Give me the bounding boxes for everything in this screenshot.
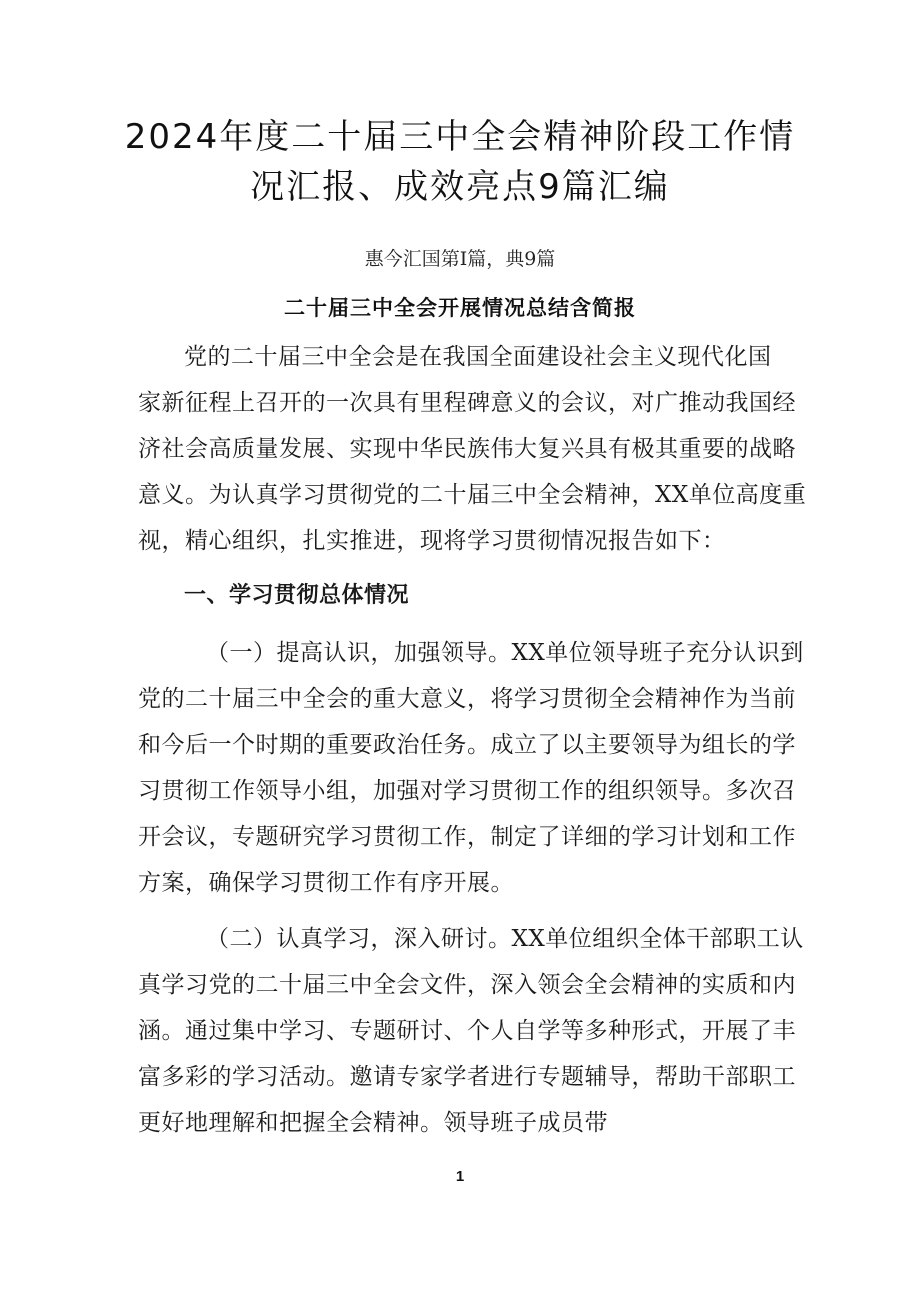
paragraph-line: 富多彩的学习活动。邀请专家学者进行专题辅导，帮助干部职工 — [138, 1064, 796, 1090]
document-title-line-2: 况汇报、成效亮点9篇汇编 — [250, 167, 670, 207]
paragraph-line: 意义。为认真学习贯彻党的二十届三中全会精神，XX单位高度重 — [138, 482, 807, 508]
paragraph-line: 方案，确保学习贯彻工作有序开展。 — [138, 870, 514, 896]
paragraph-line: 和今后一个时期的重要政治任务。成立了以主要领导为组长的学 — [138, 732, 796, 758]
paragraph-line: （二）认真学习，深入研讨。XX单位组织全体干部职工认 — [206, 926, 804, 952]
page-number: 1 — [455, 1168, 465, 1185]
paragraph-line: 涵。通过集中学习、专题研讨、个人自学等多种形式，开展了丰 — [138, 1018, 796, 1044]
section-heading: 一、学习贯彻总体情况 — [184, 583, 410, 608]
paragraph-line: 济社会高质量发展、实现中华民族伟大复兴具有极其重要的战略 — [138, 436, 796, 462]
section-title: 二十届三中全会开展情况总结含简报 — [284, 296, 636, 320]
paragraph-line: （一）提高认识，加强领导。XX单位领导班子充分认识到 — [206, 640, 804, 666]
paragraph-line: 开会议，专题研究学习贯彻工作，制定了详细的学习计划和工作 — [138, 824, 796, 850]
document-title-line-1: 2024年度二十届三中全会精神阶段工作情 — [124, 117, 796, 157]
paragraph-line: 家新征程上召开的一次具有里程碑意义的会议，对广推动我国经 — [138, 390, 796, 416]
document-subheading: 惠今汇国第Ⅰ篇，典9篇 — [364, 248, 556, 270]
paragraph-line: 习贯彻工作领导小组，加强对学习贯彻工作的组织领导。多次召 — [138, 778, 796, 804]
paragraph-line: 更好地理解和把握全会精神。领导班子成员带 — [138, 1110, 608, 1136]
paragraph-line: 真学习党的二十届三中全会文件，深入领会全会精神的实质和内 — [138, 972, 796, 998]
paragraph-line: 视，精心组织，扎实推进，现将学习贯彻情况报告如下： — [138, 528, 726, 554]
paragraph-line: 党的二十届三中全会是在我国全面建设社会主义现代化国 — [184, 344, 772, 370]
paragraph-line: 党的二十届三中全会的重大意义，将学习贯彻全会精神作为当前 — [138, 686, 796, 712]
